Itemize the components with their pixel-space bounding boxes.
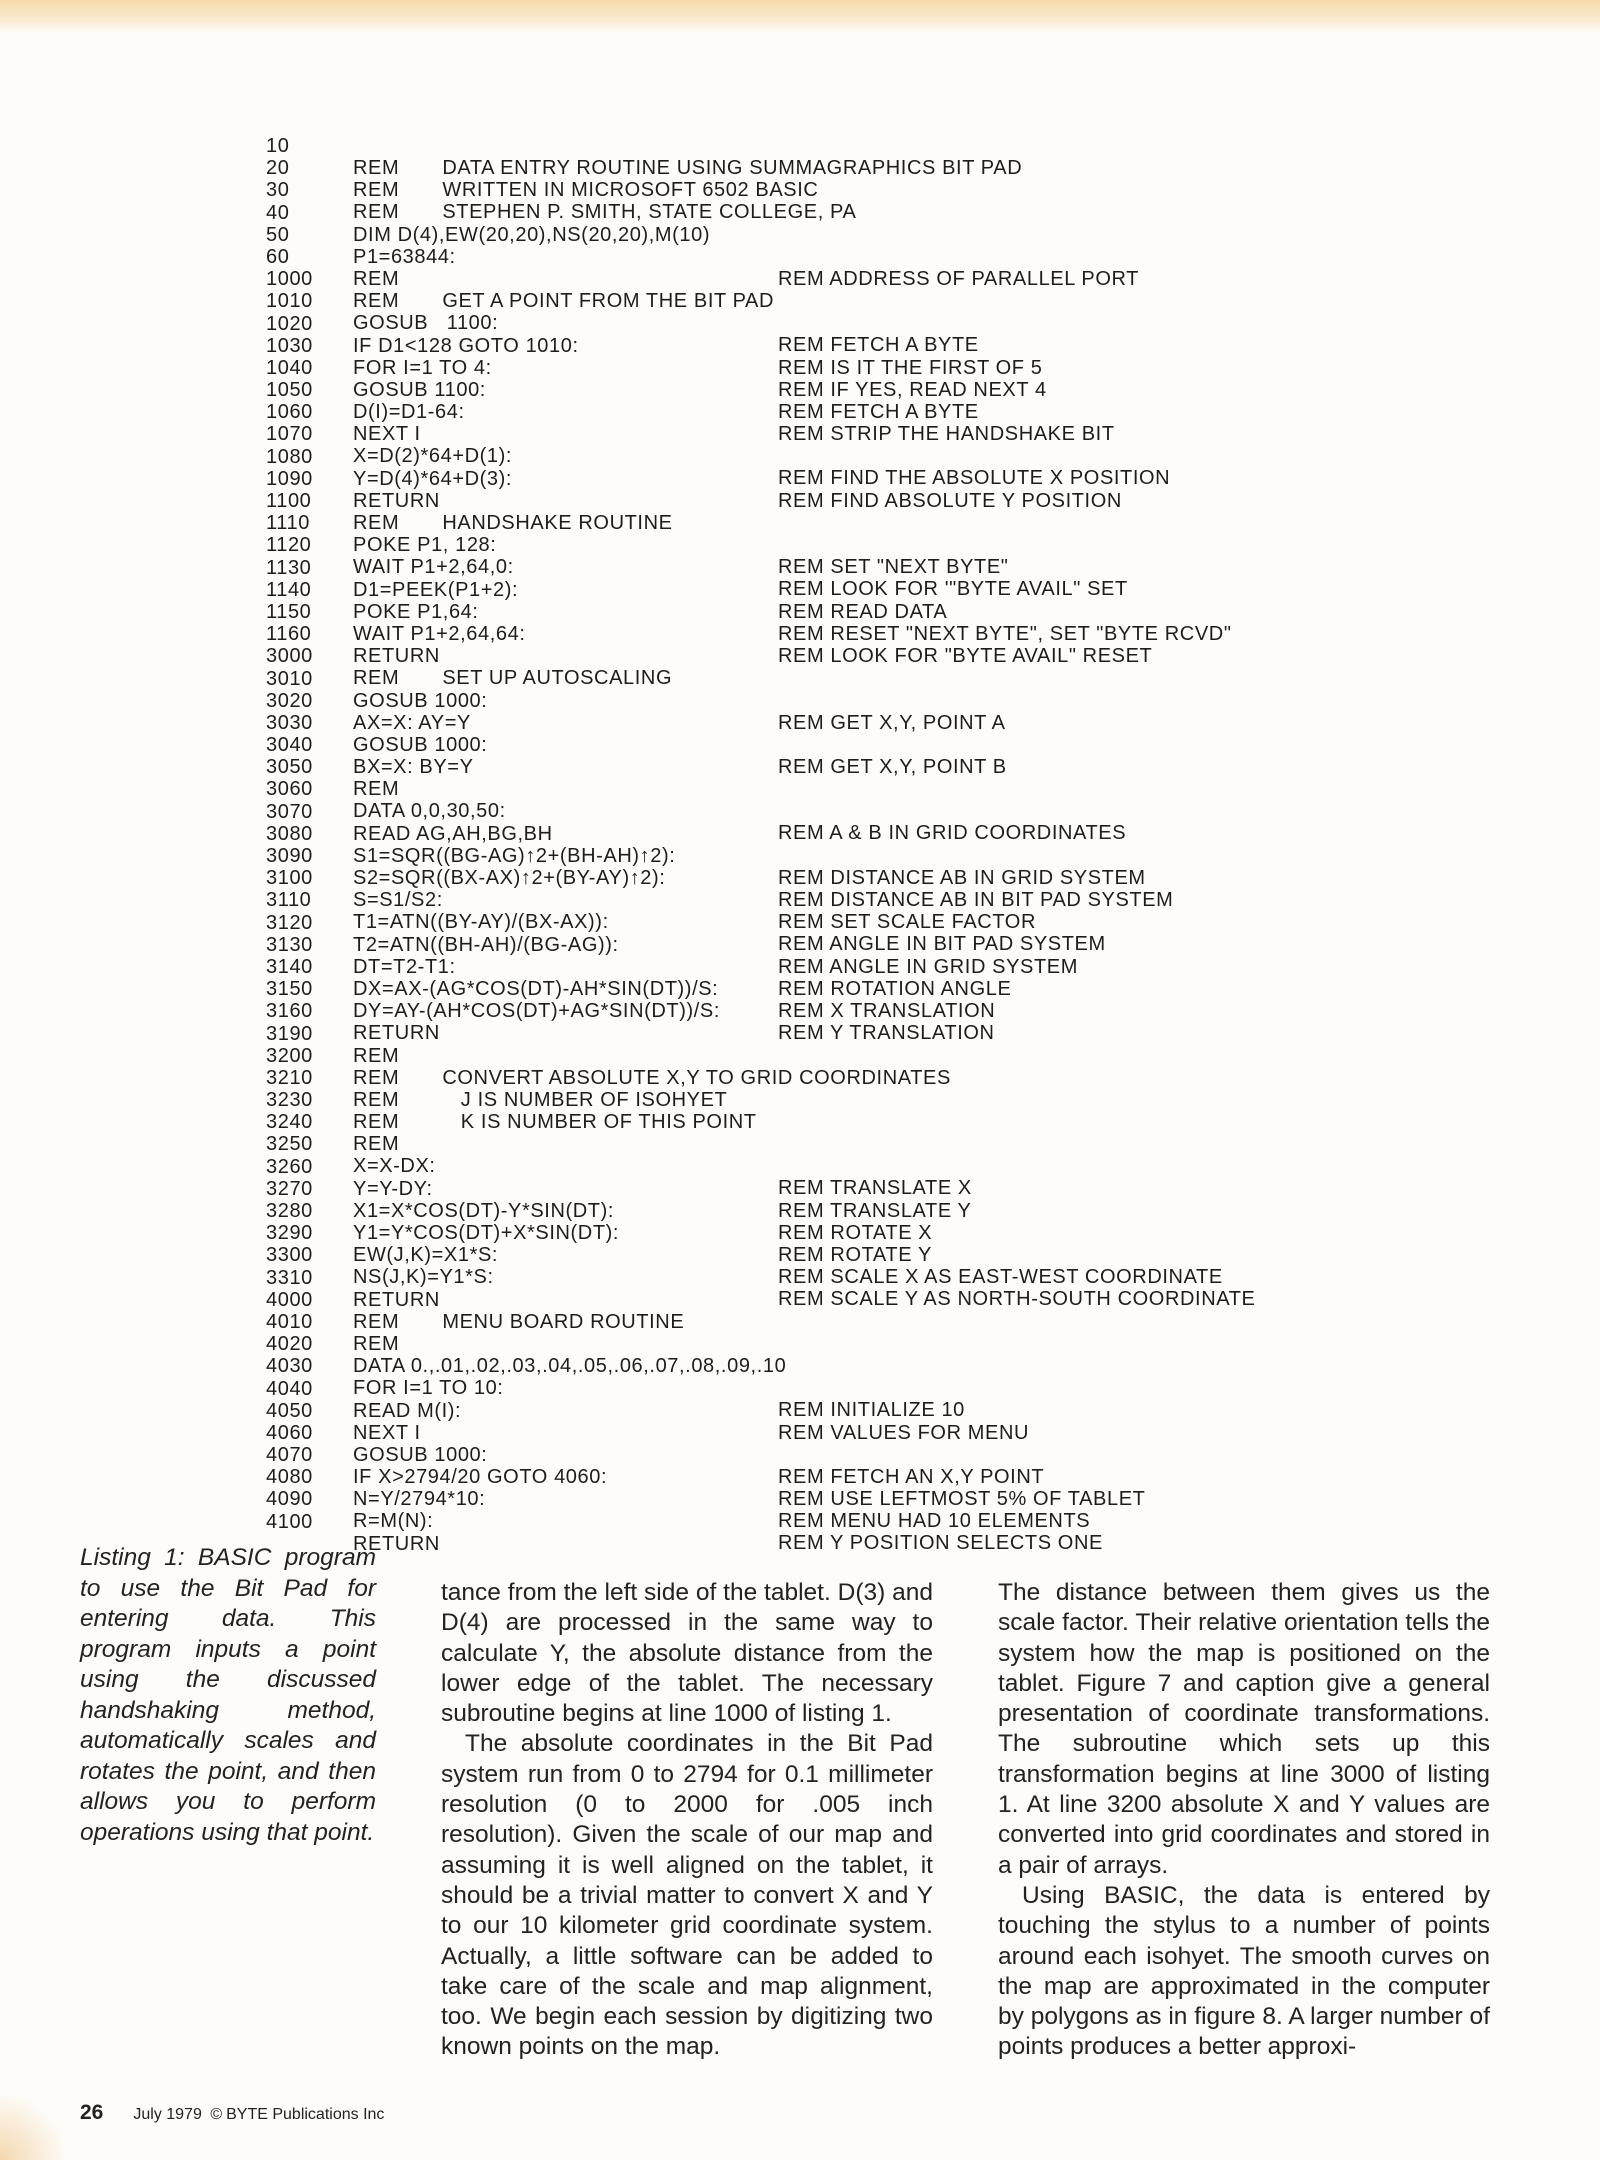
line-number: 1000 xyxy=(266,268,313,291)
line-number: 3230 xyxy=(266,1089,313,1112)
line-number: 3000 xyxy=(266,645,313,668)
statement: T2=ATN((BH-AH)/(BG-AG)): xyxy=(353,933,619,956)
statement: DIM D(4),EW(20,20),NS(20,20),M(10) xyxy=(353,223,711,246)
statement: REM WRITTEN IN MICROSOFT 6502 BASIC xyxy=(353,179,819,202)
statement: DT=T2-T1: xyxy=(353,955,456,978)
remark: REM READ DATA xyxy=(778,600,948,623)
body-column-right xyxy=(998,1578,1490,2063)
statement: IF X>2794/20 GOTO 4060: xyxy=(353,1466,608,1489)
page-stain-top xyxy=(0,0,1600,34)
remark: REM RESET "NEXT BYTE", SET "BYTE RCVD" xyxy=(778,622,1232,645)
line-number: 40 xyxy=(266,201,290,224)
statement: GOSUB 1100: xyxy=(353,312,499,335)
line-number: 1060 xyxy=(266,401,313,424)
remark: REM IF YES, READ NEXT 4 xyxy=(778,378,1047,401)
line-number: 1040 xyxy=(266,356,313,379)
line-number: 3030 xyxy=(266,711,313,734)
statement: POKE P1, 128: xyxy=(353,534,497,557)
code-listing xyxy=(266,113,1326,1555)
statement: REM xyxy=(353,1332,400,1355)
line-number: 3050 xyxy=(266,756,313,779)
line-number: 4040 xyxy=(266,1377,313,1400)
line-number: 3270 xyxy=(266,1177,313,1200)
line-number: 3190 xyxy=(266,1022,313,1045)
remark: REM A & B IN GRID COORDINATES xyxy=(778,822,1127,845)
remark: REM Y TRANSLATION xyxy=(778,1022,995,1045)
remark: REM USE LEFTMOST 5% OF TABLET xyxy=(778,1488,1146,1511)
statement: Y=Y-DY: xyxy=(353,1177,433,1200)
remark: REM Y POSITION SELECTS ONE xyxy=(778,1532,1103,1555)
statement: GOSUB 1000: xyxy=(353,733,488,756)
statement: REM SET UP AUTOSCALING xyxy=(353,667,673,690)
remark: REM TRANSLATE X xyxy=(778,1177,972,1200)
line-number: 1050 xyxy=(266,379,313,402)
line-number: 1160 xyxy=(266,623,312,646)
line-number: 3160 xyxy=(266,1000,313,1023)
statement: GOSUB 1000: xyxy=(353,689,488,712)
remark: REM GET X,Y, POINT A xyxy=(778,711,1006,734)
line-number: 60 xyxy=(266,245,290,268)
line-number: 1020 xyxy=(266,312,313,335)
line-number: 3130 xyxy=(266,933,313,956)
line-number: 1090 xyxy=(266,467,313,490)
line-number: 3100 xyxy=(266,867,313,890)
line-number: 3040 xyxy=(266,734,313,757)
line-number: 4000 xyxy=(266,1288,313,1311)
line-number: 3300 xyxy=(266,1244,313,1267)
remark: REM LOOK FOR "BYTE AVAIL" RESET xyxy=(778,644,1153,667)
line-number: 1110 xyxy=(266,512,310,535)
line-number: 1100 xyxy=(266,490,312,512)
line-number: 4070 xyxy=(266,1444,313,1467)
remark: REM MENU HAD 10 ELEMENTS xyxy=(778,1510,1091,1533)
statement: REM CONVERT ABSOLUTE X,Y TO GRID COORDINATES xyxy=(353,1066,951,1089)
statement: X=X-DX: xyxy=(353,1155,436,1178)
statement: Y=D(4)*64+D(3): xyxy=(353,467,513,490)
statement: FOR I=1 TO 10: xyxy=(353,1377,504,1400)
remark: REM SET SCALE FACTOR xyxy=(778,911,1036,934)
remark: REM FIND ABSOLUTE Y POSITION xyxy=(778,489,1122,512)
remark: REM IS IT THE FIRST OF 5 xyxy=(778,356,1043,379)
line-number: 3250 xyxy=(266,1133,313,1156)
line-number: 3260 xyxy=(266,1155,313,1178)
statement: R=M(N): xyxy=(353,1510,434,1533)
line-number: 3090 xyxy=(266,845,313,867)
statement: D1=PEEK(P1+2): xyxy=(353,578,519,601)
line-number: 4020 xyxy=(266,1333,313,1356)
statement: NS(J,K)=Y1*S: xyxy=(353,1266,494,1289)
line-number: 1120 xyxy=(266,534,312,557)
statement: NEXT I xyxy=(353,1421,421,1444)
statement: NEXT I xyxy=(353,423,421,446)
statement: T1=ATN((BY-AY)/(BX-AX)): xyxy=(353,911,609,934)
remark: REM FIND THE ABSOLUTE X POSITION xyxy=(778,467,1171,490)
statement: REM HANDSHAKE ROUTINE xyxy=(353,512,673,534)
line-number: 1010 xyxy=(266,290,313,313)
page-footer xyxy=(80,2098,384,2128)
statement: WAIT P1+2,64,64: xyxy=(353,622,526,645)
statement: REM xyxy=(353,1044,400,1067)
issue-date: July 1979 xyxy=(133,2106,202,2123)
page-stain-corner xyxy=(0,2095,70,2160)
line-number: 1150 xyxy=(266,600,312,623)
listing-caption: Listing 1: BASIC program to use the Bit Pad for entering data. This program inputs a point using the discussed handshaking method, automatically scales and rotates the point, and then allows you to perform operations using that point. xyxy=(80,1544,376,1846)
statement: READ M(I): xyxy=(353,1399,462,1422)
statement: REM MENU BOARD ROUTINE xyxy=(353,1310,685,1333)
statement: REM xyxy=(353,1133,400,1156)
statement: REM xyxy=(353,267,400,290)
remark: REM ROTATE X xyxy=(778,1221,933,1244)
line-number: 3080 xyxy=(266,822,313,845)
remark: REM ANGLE IN BIT PAD SYSTEM xyxy=(778,933,1106,956)
remark: REM FETCH AN X,Y POINT xyxy=(778,1465,1045,1488)
remark: REM FETCH A BYTE xyxy=(778,400,979,423)
line-number: 4090 xyxy=(266,1488,313,1511)
statement: IF D1<128 GOTO 1010: xyxy=(353,334,579,357)
statement: EW(J,K)=X1*S: xyxy=(353,1244,499,1267)
remark: REM DISTANCE AB IN GRID SYSTEM xyxy=(778,866,1146,889)
line-number: 4060 xyxy=(266,1421,313,1444)
statement: X1=X*COS(DT)-Y*SIN(DT): xyxy=(353,1199,615,1222)
line-number: 3150 xyxy=(266,978,313,1001)
line-number: 1030 xyxy=(266,334,313,357)
line-number: 3310 xyxy=(266,1266,313,1289)
remark: REM LOOK FOR '"BYTE AVAIL" SET xyxy=(778,578,1128,601)
line-number: 4080 xyxy=(266,1466,313,1489)
remark: REM ROTATE Y xyxy=(778,1244,932,1266)
line-number: 3070 xyxy=(266,800,313,823)
remark: REM SCALE X AS EAST-WEST COORDINATE xyxy=(778,1266,1223,1289)
line-number: 3120 xyxy=(266,911,313,934)
remark: REM ANGLE IN GRID SYSTEM xyxy=(778,955,1079,978)
remark: REM TRANSLATE Y xyxy=(778,1199,972,1222)
copyright-symbol: © xyxy=(210,2106,223,2123)
paragraph: Using BASIC, the data is entered by touching the stylus to a number of points around each isohyet. The smooth curves on the map are approximated in the computer by polygons as in figure 8. A larger number of points produces a better approxi- xyxy=(998,1881,1490,2061)
line-number: 4030 xyxy=(266,1355,313,1378)
line-number: 1080 xyxy=(266,445,313,468)
paragraph: The absolute coordinates in the Bit Pad system run from 0 to 2794 for 0.1 millimeter resolution (0 to 2000 for .005 inch resolution). Given the scale of our map and assuming it is well aligned on the tablet, it should be a trivial matter to convert X and Y to our 10 kilometer grid coordinate system. Actually, a little software can be added to take care of the scale and map alignment, too. We begin each session by digitizing two known points on the map. xyxy=(441,1730,933,2061)
statement: GOSUB 1000: xyxy=(353,1443,488,1466)
body-column-middle xyxy=(441,1578,933,2063)
statement: REM DATA ENTRY ROUTINE USING SUMMAGRAPHICS BIT PAD xyxy=(353,157,1023,179)
statement: REM J IS NUMBER OF ISOHYET xyxy=(353,1088,728,1111)
line-number: 3290 xyxy=(266,1222,313,1245)
statement: S1=SQR((BG-AG)↑2+(BH-AH)↑2): xyxy=(353,844,676,867)
statement: Y1=Y*COS(DT)+X*SIN(DT): xyxy=(353,1222,620,1244)
statement: D(I)=D1-64: xyxy=(353,401,465,424)
line-number: 1130 xyxy=(266,556,312,579)
statement: REM K IS NUMBER OF THIS POINT xyxy=(353,1111,757,1134)
statement: RETURN xyxy=(353,489,440,512)
statement: RETURN xyxy=(353,1022,440,1045)
statement: BX=X: BY=Y xyxy=(353,756,474,779)
remark: REM GET X,Y, POINT B xyxy=(778,755,1007,778)
statement: WAIT P1+2,64,0: xyxy=(353,556,514,579)
remark: REM INITIALIZE 10 xyxy=(778,1399,965,1422)
statement: DATA 0.,.01,.02,.03,.04,.05,.06,.07,.08,.09,.10 xyxy=(353,1355,787,1378)
line-number: 3280 xyxy=(266,1200,313,1222)
remark: REM VALUES FOR MENU xyxy=(778,1421,1030,1444)
line-number: 3060 xyxy=(266,778,313,801)
line-number: 4010 xyxy=(266,1310,313,1333)
statement: RETURN xyxy=(353,1288,440,1311)
line-number: 3020 xyxy=(266,689,313,712)
statement: DX=AX-(AG*COS(DT)-AH*SIN(DT))/S: xyxy=(353,977,719,1000)
remark: REM FETCH A BYTE xyxy=(778,334,979,357)
line-number: 3200 xyxy=(266,1044,313,1067)
statement: DY=AY-(AH*COS(DT)+AG*SIN(DT))/S: xyxy=(353,1000,721,1023)
remark: REM SCALE Y AS NORTH-SOUTH COORDINATE xyxy=(778,1288,1256,1311)
statement: POKE P1,64: xyxy=(353,600,479,623)
statement: X=D(2)*64+D(1): xyxy=(353,445,513,468)
remark: REM ROTATION ANGLE xyxy=(778,977,1012,1000)
statement: RETURN xyxy=(353,1532,440,1555)
line-number: 3140 xyxy=(266,955,313,978)
statement: FOR I=1 TO 4: xyxy=(353,356,492,379)
statement: S=S1/S2: xyxy=(353,889,443,912)
line-number: 4100 xyxy=(266,1510,313,1533)
remark: REM X TRANSLATION xyxy=(778,999,996,1022)
statement: N=Y/2794*10: xyxy=(353,1488,486,1511)
remark: REM DISTANCE AB IN BIT PAD SYSTEM xyxy=(778,889,1174,911)
line-number: 20 xyxy=(266,157,290,180)
line-number: 1070 xyxy=(266,423,313,446)
publisher: BYTE Publications Inc xyxy=(226,2106,385,2123)
line-number: 10 xyxy=(266,135,290,157)
statement: RETURN xyxy=(353,645,440,668)
line-number: 3210 xyxy=(266,1066,313,1089)
page-number: 26 xyxy=(80,2101,104,2124)
line-number: 1140 xyxy=(266,578,312,601)
line-number: 3010 xyxy=(266,667,313,690)
paragraph: The distance between them gives us the scale factor. Their relative orientation tells the system how the map is positioned on the tablet. Figure 7 and caption give a general presentation of coordinate transformations. The subroutine which sets up this transformation begins at line 3000 of listing 1. At line 3200 absolute X and Y values are converted into grid coordinates and stored in a pair of arrays. xyxy=(998,1579,1490,1879)
line-number: 3110 xyxy=(266,889,312,912)
paragraph: tance from the left side of the tablet. D(3) and D(4) are processed in the same way to calculate Y, the absolute distance from the lower edge of the tablet. The necessary subroutine begins at line 1000 of listing 1. xyxy=(441,1579,933,1728)
statement: P1=63844: xyxy=(353,245,456,268)
statement: REM xyxy=(353,778,400,801)
remark: REM SET "NEXT BYTE" xyxy=(778,556,1009,579)
line-number: 50 xyxy=(266,223,290,246)
remark: REM STRIP THE HANDSHAKE BIT xyxy=(778,423,1115,446)
line-number: 3240 xyxy=(266,1111,313,1134)
statement: AX=X: AY=Y xyxy=(353,711,471,734)
remark: REM ADDRESS OF PARALLEL PORT xyxy=(778,267,1139,290)
statement: GOSUB 1100: xyxy=(353,378,486,401)
line-number: 4050 xyxy=(266,1399,313,1422)
line-number: 30 xyxy=(266,179,290,202)
statement: DATA 0,0,30,50: xyxy=(353,800,506,823)
statement: REM STEPHEN P. SMITH, STATE COLLEGE, PA xyxy=(353,201,857,224)
statement: S2=SQR((BX-AX)↑2+(BY-AY)↑2): xyxy=(353,867,666,889)
statement: REM GET A POINT FROM THE BIT PAD xyxy=(353,290,775,313)
statement: READ AG,AH,BG,BH xyxy=(353,822,553,845)
